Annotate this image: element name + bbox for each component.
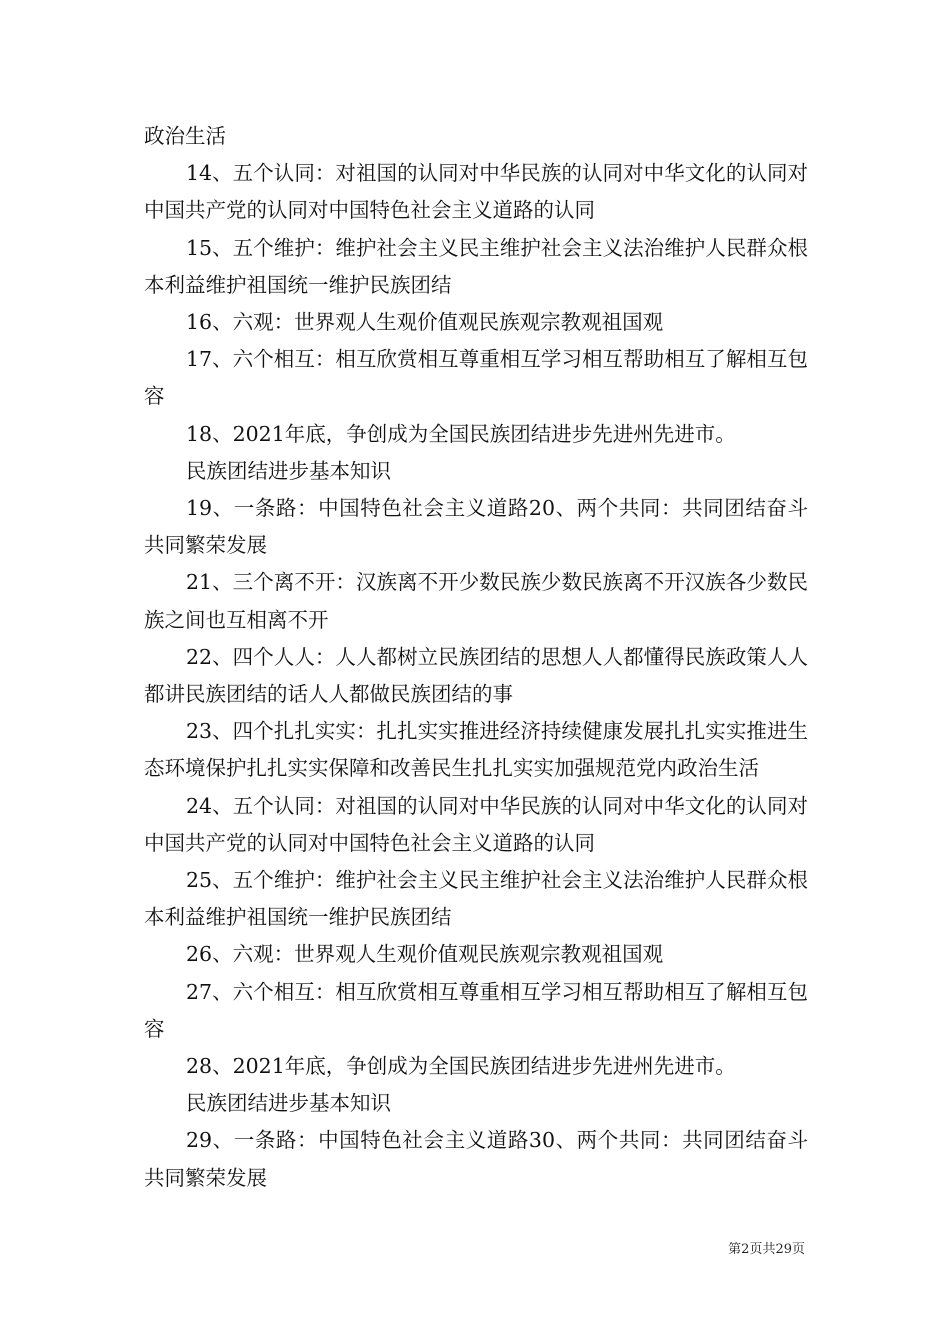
section-heading-1: 民族团结进步基本知识	[186, 458, 391, 483]
paragraph-6: 18、2021年底，争创成为全国民族团结进步先进州先进市。	[186, 421, 736, 446]
paragraph-18: 29、一条路：中国特色社会主义道路30、两个共同：共同团结奋斗共同繁荣发展	[144, 1128, 808, 1190]
paragraph-14: 26、六观：世界观人生观价值观民族观宗教观祖国观	[186, 942, 664, 967]
paragraph-4: 16、六观：世界观人生观价值观民族观宗教观祖国观	[186, 310, 664, 335]
paragraph-5: 17、六个相互：相互欣赏相互尊重相互学习相互帮助相互了解相互包容	[144, 347, 808, 409]
paragraph-13: 25、五个维护：维护社会主义民主维护社会主义法治维护人民群众根本利益维护祖国统一维护民族团结	[144, 868, 808, 930]
paragraph-9: 21、三个离不开：汉族离不开少数民族少数民族离不开汉族各少数民族之间也互相离不开	[144, 570, 808, 632]
paragraph-8: 19、一条路：中国特色社会主义道路20、两个共同：共同团结奋斗共同繁荣发展	[144, 496, 808, 558]
paragraph-11: 23、四个扎扎实实：扎扎实实推进经济持续健康发展扎扎实实推进生态环境保护扎扎实实保障和改善民生扎扎实实加强规范党内政治生活	[144, 719, 808, 781]
section-heading-2: 民族团结进步基本知识	[186, 1091, 391, 1116]
paragraph-3: 15、五个维护：维护社会主义民主维护社会主义法治维护人民群众根本利益维护祖国统一维护民族团结	[144, 235, 808, 297]
paragraph-12: 24、五个认同：对祖国的认同对中华民族的认同对中华文化的认同对中国共产党的认同对中国特色社会主义道路的认同	[144, 793, 808, 855]
paragraph-15: 27、六个相互：相互欣赏相互尊重相互学习相互帮助相互了解相互包容	[144, 979, 808, 1041]
paragraph-10: 22、四个人人：人人都树立民族团结的思想人人都懂得民族政策人人都讲民族团结的话人人都做民族团结的事	[144, 644, 808, 707]
page-number-footer: 第2页共29页	[728, 1242, 805, 1257]
paragraph-1: 政治生活	[144, 124, 226, 148]
paragraph-16: 28、2021年底，争创成为全国民族团结进步先进州先进市。	[186, 1054, 736, 1079]
paragraph-2: 14、五个认同：对祖国的认同对中华民族的认同对中华文化的认同对中国共产党的认同对中国特色社会主义道路的认同	[144, 161, 808, 223]
document-body	[144, 118, 808, 1197]
